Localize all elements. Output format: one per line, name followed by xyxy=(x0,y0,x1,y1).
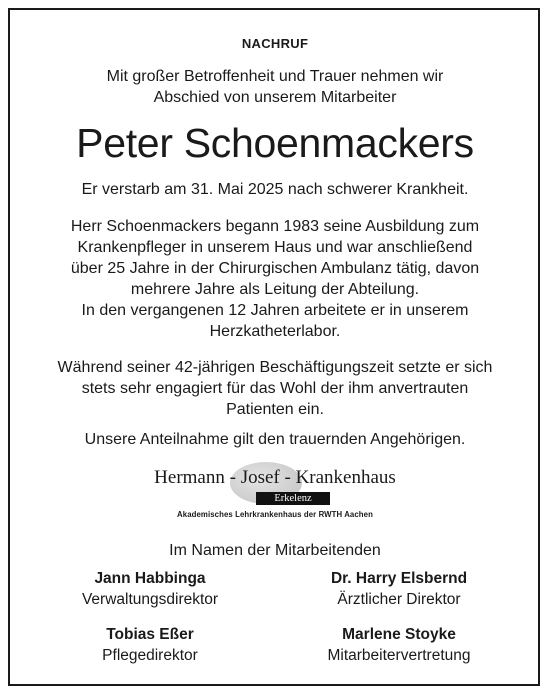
signatory-role: Ärztlicher Direktor xyxy=(337,591,461,608)
hospital-logo xyxy=(130,461,420,527)
career-line: mehrere Jahre als Leitung der Abteilung. xyxy=(130,281,420,298)
signatory-name: Marlene Stoyke xyxy=(342,626,456,643)
tribute-line: Während seiner 42-jährigen Beschäftigungszeit setzte er sich xyxy=(57,359,493,376)
career-line: Krankenpfleger in unserem Haus und war anschließend xyxy=(77,239,473,256)
career-paragraph xyxy=(0,216,550,342)
signatory-name: Dr. Harry Elsbernd xyxy=(330,570,468,587)
signatory-role: Mitarbeitervertretung xyxy=(327,647,471,664)
condolence-line: Unsere Anteilnahme gilt den trauernden Angehörigen. xyxy=(84,431,466,448)
signatory-role: Pflegedirektor xyxy=(102,647,198,664)
signatory xyxy=(274,568,524,610)
signatory xyxy=(274,624,524,666)
intro-line: Mit großer Betroffenheit und Trauer nehmen wir xyxy=(106,68,444,85)
intro-text xyxy=(0,66,550,108)
signoff-line: Im Namen der Mitarbeitenden xyxy=(169,542,381,559)
tribute-line: stets sehr engagiert für das Wohl der ihm anvertrauten xyxy=(81,380,469,397)
career-line: In den vergangenen 12 Jahren arbeitete er in unserem xyxy=(81,302,469,319)
career-line: über 25 Jahre in der Chirurgischen Ambulanz tätig, davon xyxy=(70,260,480,277)
logo-hospital-name: Hermann - Josef - Krankenhaus xyxy=(154,467,396,488)
logo-subtitle: Akademisches Lehrkrankenhaus der RWTH Aachen xyxy=(177,510,373,519)
tribute-line: Patienten ein. xyxy=(226,401,324,418)
signatory-name: Tobias Eßer xyxy=(106,626,194,643)
career-line: Herzkatheterlabor. xyxy=(209,323,341,340)
deceased-name: Peter Schoenmackers xyxy=(76,120,474,166)
notice-heading: NACHRUF xyxy=(241,36,309,51)
signatory xyxy=(25,624,275,666)
logo-city-badge: Erkelenz xyxy=(256,492,330,505)
signatory-name: Jann Habbinga xyxy=(94,570,206,587)
death-line: Er verstarb am 31. Mai 2025 nach schwerer Krankheit. xyxy=(81,181,469,198)
intro-line: Abschied von unserem Mitarbeiter xyxy=(153,89,397,106)
tribute-paragraph xyxy=(0,357,550,420)
career-line: Herr Schoenmackers begann 1983 seine Ausbildung zum xyxy=(70,218,480,235)
signatory xyxy=(25,568,275,610)
signatory-role: Verwaltungsdirektor xyxy=(81,591,219,608)
